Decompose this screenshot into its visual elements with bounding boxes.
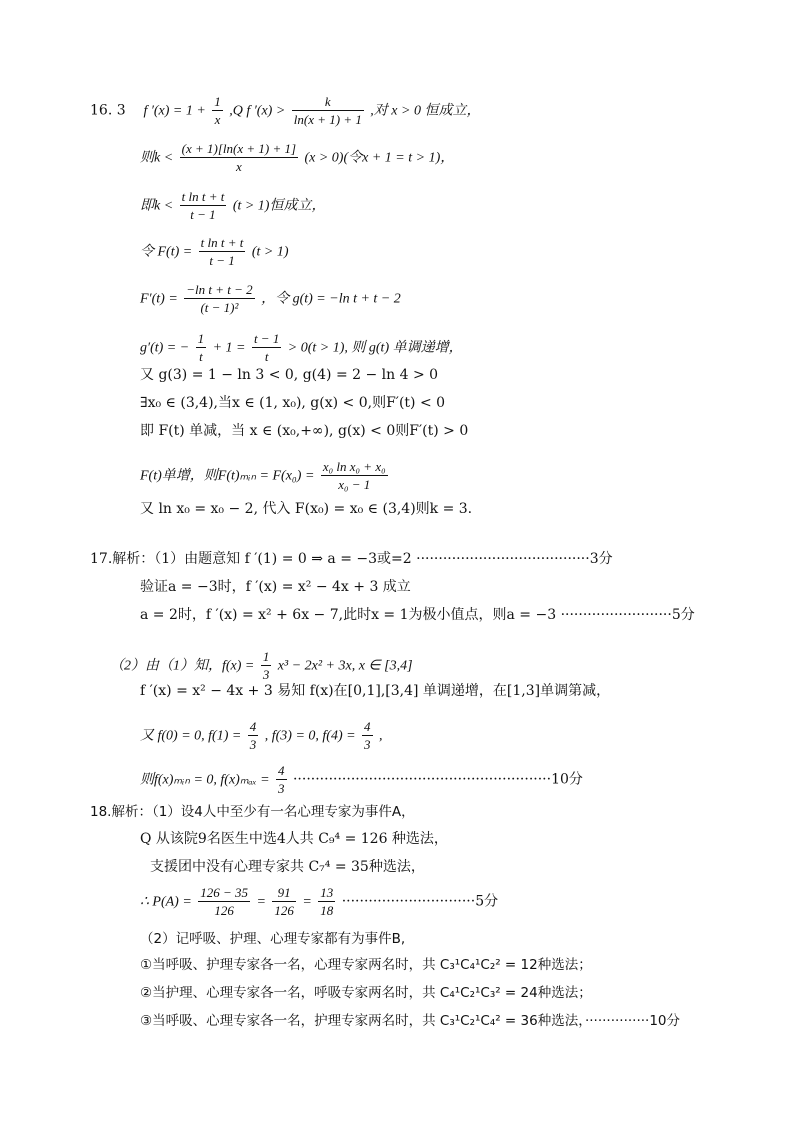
p18-line-7: ②当护理、心理专家各一名，呼吸专家两名时，共 C₄¹C₂¹C₃² = 24种选法； — [140, 985, 592, 1001]
p16-l2b: (x > 0)(令x + 1 = t > 1)， — [304, 150, 455, 166]
p16-l3b: (t > 1)恒成立， — [232, 198, 326, 214]
p17-l7a: 则f(x)ₘᵢₙ = 0, f(x)ₘₐₓ = — [140, 772, 270, 788]
p16-l6b: + 1 = — [212, 340, 246, 356]
p17-l6b: , f(3) = 0, f(4) = — [264, 728, 356, 744]
p17-line-1: 17.解析：（1）由题意知 f ′(1) = 0 ⇒ a = −3或=2 ·······································3分 — [90, 551, 613, 567]
p17-line-2: 验证a = −3时，f ′(x) = x² − 4x + 3 成立 — [140, 579, 411, 595]
p18-l4a: ∴ P(A) = — [140, 894, 192, 910]
fraction: $\frac{4}{3}$ — [249, 719, 257, 752]
p17-line-6 — [140, 718, 382, 753]
p17-l4a: （2）由（1）知，f(x) = — [110, 658, 255, 674]
p16-l6a: g′(t) = − — [140, 340, 190, 356]
fraction: $\frac{1}{3}$ — [262, 649, 270, 682]
p16-l10a: F(t)单增，则F(t)ₘᵢₙ = F(x₀) = — [140, 468, 315, 484]
p16-line-4 — [140, 234, 289, 269]
fraction: $\frac{(x + 1)[\ln(x + 1) + 1]}{x}$ — [181, 141, 297, 174]
p18-l4b: = — [256, 894, 266, 910]
p16-l5b: ，令 g(t) = −ln t + t − 2 — [261, 291, 401, 307]
p17-l4b: x³ − 2x² + 3x, x ∈ [3,4] — [277, 658, 413, 674]
p16-l4b: (t > 1) — [251, 244, 289, 260]
fraction: $\frac{1}{x}$ — [214, 94, 221, 127]
p16-line-7: 又 g(3) = 1 − ln 3 < 0, g(4) = 2 − ln 4 > 0 — [140, 367, 439, 383]
fraction: $\frac{\text{x₀ ln x₀ + x₀}}{\text{x₀ − 1}}$ — [322, 459, 386, 492]
p17-l7b: ··························································10分 — [292, 771, 583, 788]
p16-l5a: F′(t) = — [140, 291, 178, 307]
p16-l1c: ,对 x > 0 恒成立， — [370, 103, 481, 119]
fraction: $\frac{\text{t ln t + t}}{t - 1}$ — [200, 235, 244, 268]
p16-line-6 — [140, 330, 463, 365]
p17-line-7 — [140, 762, 583, 797]
fraction: $\frac{1}{t}$ — [197, 331, 205, 364]
p16-l2a: 则k < — [140, 150, 174, 166]
fraction: $\frac{91}{126}$ — [274, 885, 294, 918]
p16-line-8: ∃x₀ ∈ (3,4),当x ∈ (1, x₀), g(x) < 0,则F′(t) < 0 — [140, 395, 446, 411]
p18-l4c: = — [302, 894, 312, 910]
p16-line-5 — [140, 281, 401, 316]
p18-line-3: 支援团中没有心理专家共 C₇⁴ = 35种选法， — [150, 859, 425, 875]
p16-l4a: 令 F(t) = — [140, 244, 193, 260]
p16-l6c: > 0(t > 1), 则 g(t) 单调递增， — [287, 340, 463, 356]
fraction: $\frac{4}{3}$ — [278, 763, 285, 796]
p16-line-9: 即 F(t) 单减，当 x ∈ (x₀,+∞), g(x) < 0则F′(t) > 0 — [140, 423, 469, 439]
p16-l3a: 即k < — [140, 198, 174, 214]
fraction: $\frac{13}{18}$ — [320, 885, 334, 918]
p16-line-1 — [90, 93, 480, 128]
fraction: $\frac{k}{\ln(x + 1) + 1}$ — [293, 94, 362, 127]
p18-line-5: （2）记呼吸、护理、心理专家都有为事件B, — [140, 931, 406, 947]
p17-l6c: , — [378, 728, 383, 744]
p16-line-3 — [140, 188, 325, 223]
p18-line-2: Q 从该院9名医生中选4人共 C₉⁴ = 126 种选法， — [140, 831, 448, 847]
fraction: $\frac{\text{t ln t + t}}{t - 1}$ — [181, 189, 225, 222]
p18-l4d: ······························5分 — [341, 893, 499, 910]
p17-line-3: a = 2时，f ′(x) = x² + 6x − 7,此时x = 1为极小值点，则a = −3 ·························5分 — [140, 607, 695, 623]
fraction: $\frac{126 - 35}{126}$ — [200, 885, 249, 918]
p17-l6a: 又 f(0) = 0, f(1) = — [140, 728, 242, 744]
p17-line-4 — [110, 648, 413, 683]
p18-line-1: 18.解析：（1）设4人中至少有一名心理专家为事件A， — [90, 804, 415, 820]
fraction: $\frac{\text{−ln t + t − 2}}{\text{(t − 1)²}}$ — [186, 282, 253, 315]
p17-line-5: f ′(x) = x² − 4x + 3 易知 f(x)在[0,1],[3,4] 单调递增，在[1,3]单调第减， — [140, 683, 611, 699]
p18-line-8: ③当呼吸、心理专家各一名，护理专家两名时，共 C₃¹C₂¹C₄² = 36种选法，···············10分 — [140, 1013, 681, 1029]
p16-line-10 — [140, 458, 390, 493]
p16-line-2 — [140, 140, 454, 175]
fraction: $\frac{4}{3}$ — [364, 719, 371, 752]
p18-line-6: ①当呼吸、护理专家各一名，心理专家两名时，共 C₃¹C₄¹C₂² = 12种选法； — [140, 957, 592, 973]
p16-line-11: 又 ln x₀ = x₀ − 2, 代入 F(x₀) = x₀ ∈ (3,4)则k = 3. — [140, 501, 473, 517]
fraction: $\frac{t - 1}{t}$ — [253, 331, 280, 364]
p18-line-4 — [140, 884, 498, 919]
p16-l1b: ,Q f ′(x) > — [229, 103, 286, 119]
p16-label: 16. 3 — [90, 102, 126, 119]
p16-l1a: f ′(x) = 1 + — [143, 103, 206, 119]
